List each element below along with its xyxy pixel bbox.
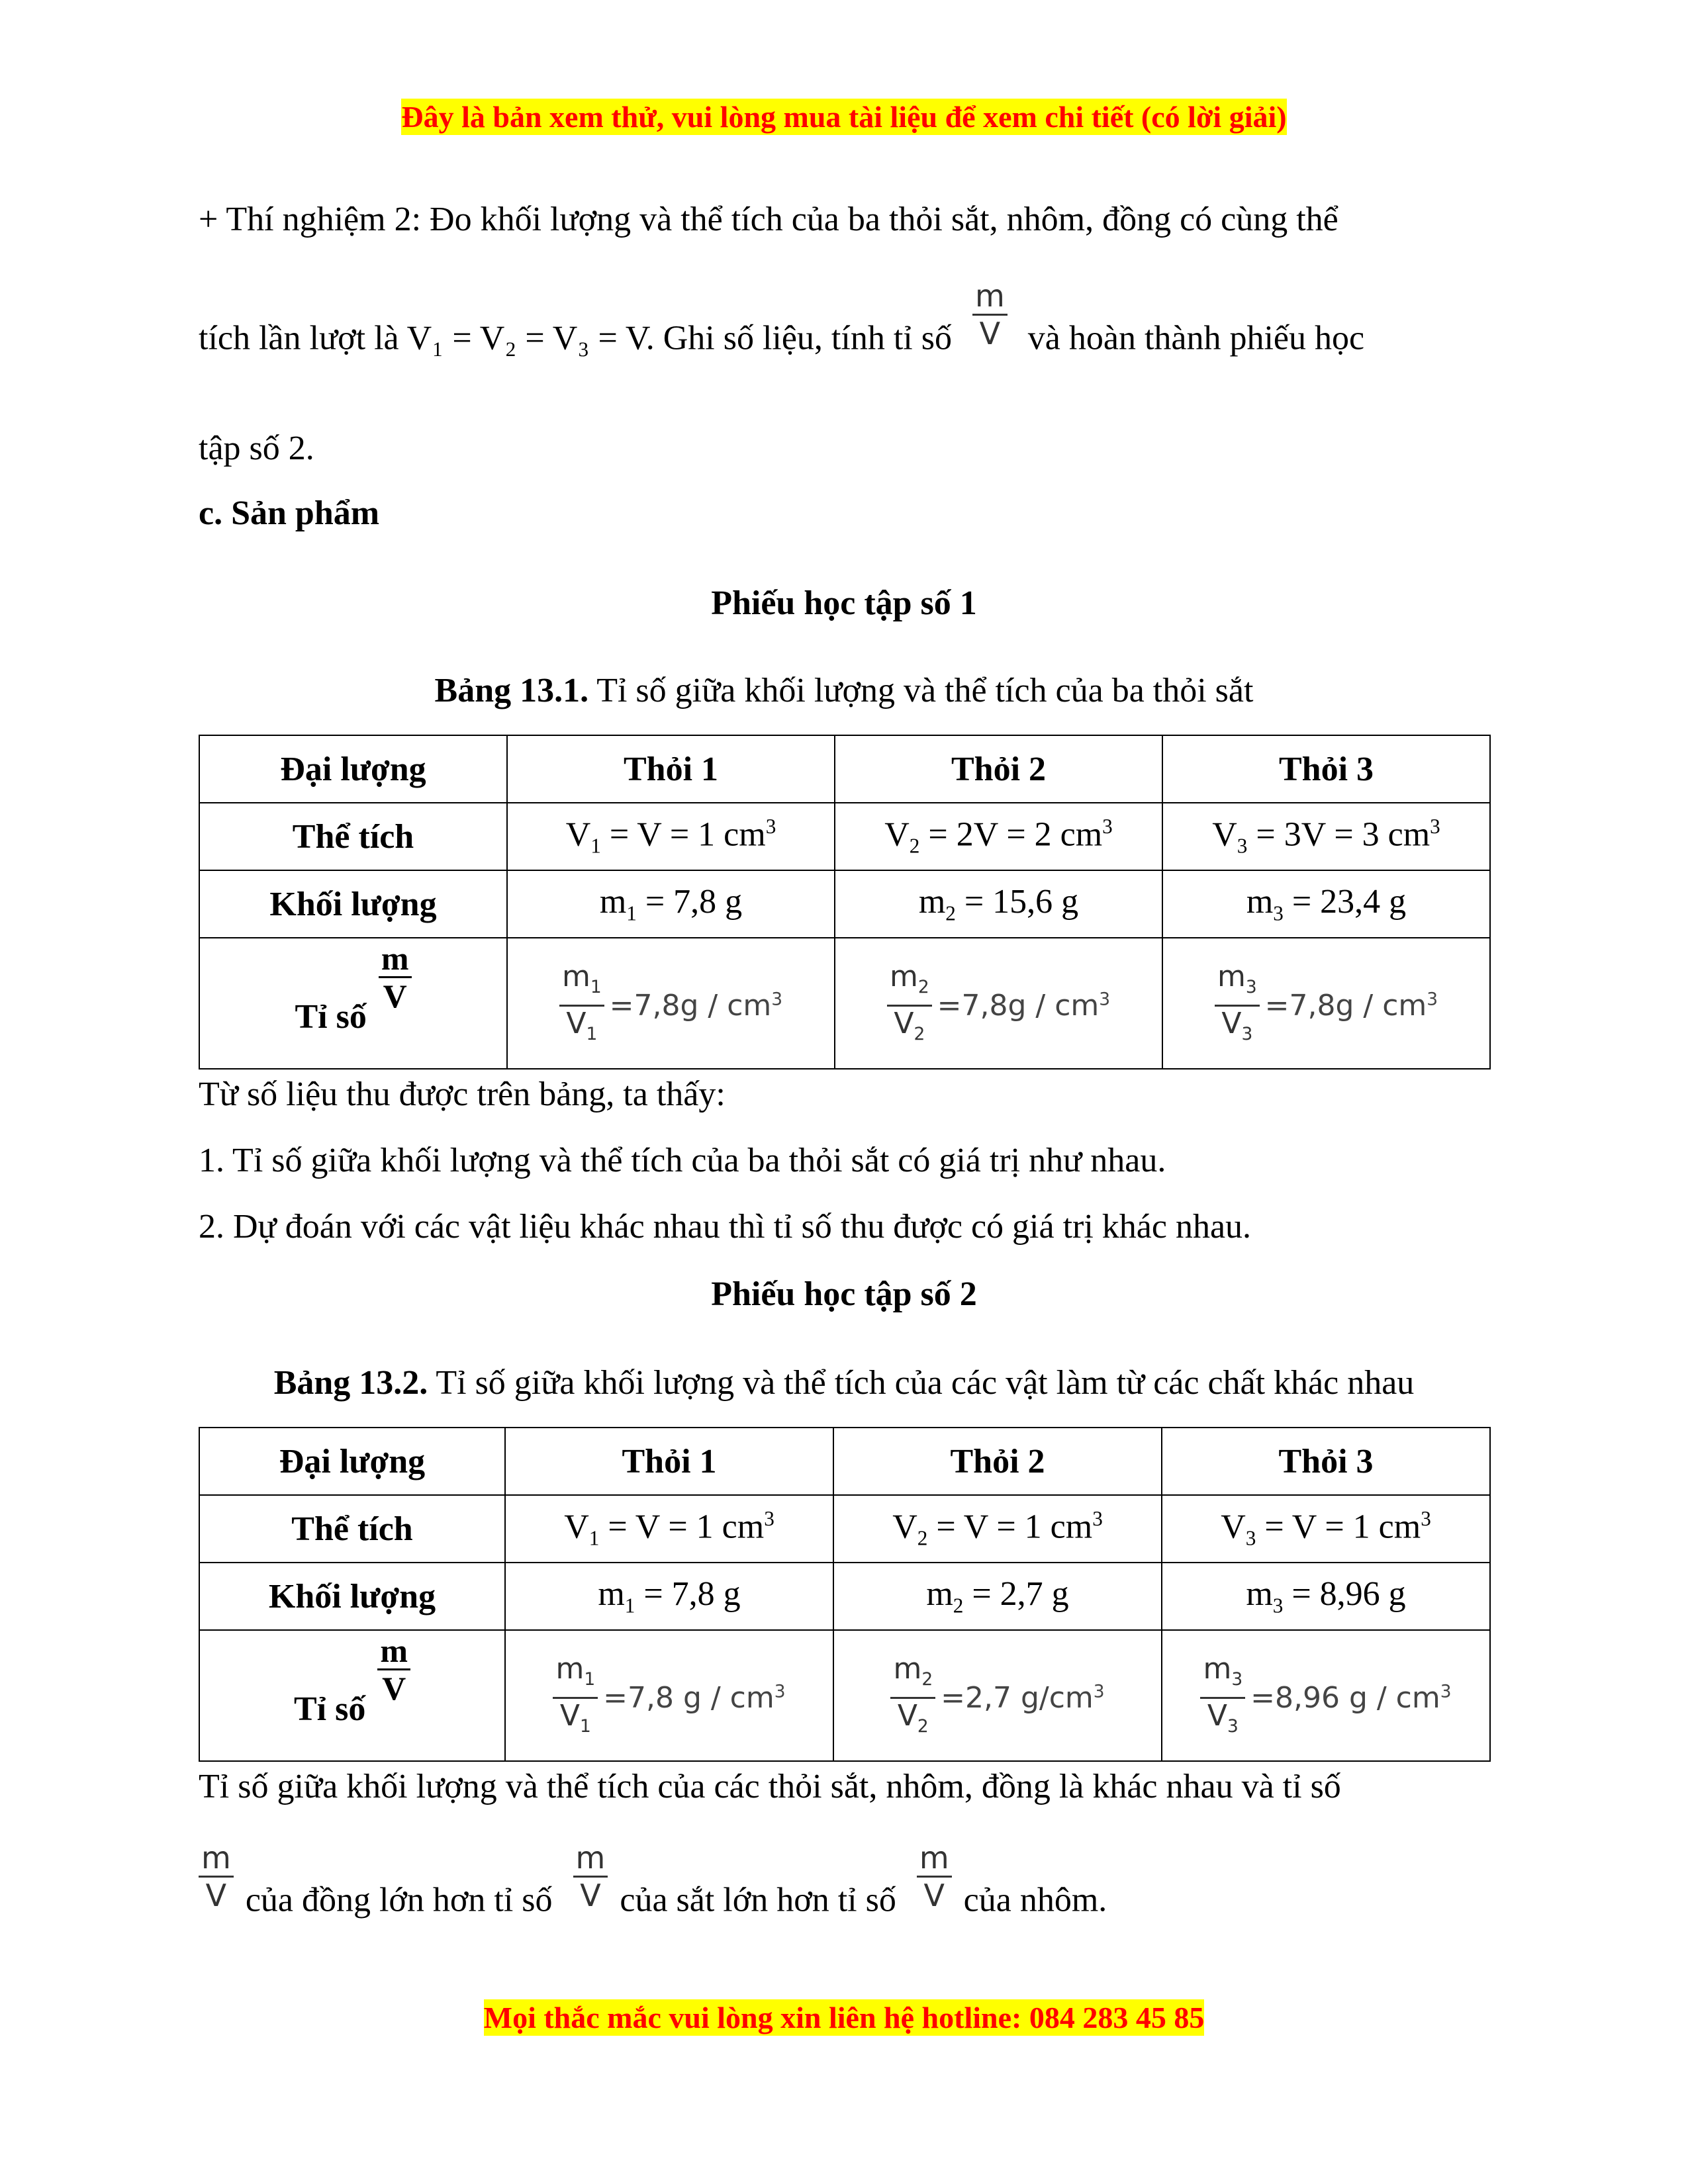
- sheet1-caption: Bảng 13.1. Tỉ số giữa khối lượng và thể tích của ba thỏi sắt: [434, 672, 1254, 709]
- ratio-cell: $\frac{m_2}{V_2}$ $=7,8g / cm^3$: [835, 938, 1162, 1069]
- conclusion-2: 2. Dự đoán với các vật liệu khác nhau thì tỉ số thu được có giá trị khác nhau.: [199, 1208, 1252, 1246]
- sheet2-title: Phiếu học tập số 2: [711, 1275, 977, 1313]
- header-cell: Thỏi 3: [1162, 735, 1490, 803]
- fraction-m-over-v: $\frac{m}{V}$: [972, 278, 1008, 351]
- sheet2-caption: Bảng 13.2. Tỉ số giữa khối lượng và thể tích của các vật làm từ các chất khác nhau: [273, 1364, 1415, 1402]
- header-cell: Thỏi 2: [835, 735, 1162, 803]
- row-label-ratio: Tỉ số $\frac{m}{V}$: [199, 938, 507, 1069]
- volume-cell: $V_3 = 3V = 3$ $cm^3$: [1162, 803, 1490, 870]
- preview-notice: Đây là bản xem thử, vui lòng mua tài liệu để xem chi tiết (có lời giải): [401, 100, 1287, 134]
- ratio-cell: $\frac{m_1}{V_1}$ =7,8 g / $cm^3$: [505, 1630, 833, 1761]
- volume-cell: $V_1 = V = 1$ $cm^3$: [507, 803, 835, 870]
- row-label-mass: Khối lượng: [199, 870, 507, 938]
- conclusion-1: 1. Tỉ số giữa khối lượng và thể tích của ba thỏi sắt có giá trị như nhau.: [199, 1142, 1166, 1179]
- header-cell: Đại lượng: [199, 735, 507, 803]
- fraction-m-over-v: $\frac{m}{V}$: [199, 1840, 234, 1913]
- mass-cell: $m_1 = 7,8$ g: [507, 870, 835, 938]
- hotline-notice: Mọi thắc mắc vui lòng xin liên hệ hotline: 084 283 45 85: [483, 2001, 1205, 2034]
- volume-cell: $V_3 = V = 1$ $cm^3$: [1162, 1495, 1490, 1563]
- mass-cell: $m_2 = 2,7$ g: [833, 1563, 1162, 1630]
- row-label-volume: Thể tích: [199, 1495, 505, 1563]
- header-cell: Đại lượng: [199, 1428, 505, 1495]
- mass-cell: $m_3 = 23,4$ g: [1162, 870, 1490, 938]
- ratio-cell: $\frac{m_2}{V_2}$ =2,7 $g/cm^3$: [833, 1630, 1162, 1761]
- table-row-ratio: [199, 938, 1490, 1069]
- volume-cell: $V_2 = 2V = 2$ $cm^3$: [835, 803, 1162, 870]
- final-line2: $\frac{m}{V}$ của đồng lớn hơn tỉ số $\frac{m}{V}$ của sắt lớn hơn tỉ số $\frac{m}{V}$ của nhôm.: [199, 1866, 1489, 1940]
- header-cell: Thỏi 1: [507, 735, 835, 803]
- volume-cell: $V_2 = V = 1$ $cm^3$: [833, 1495, 1162, 1563]
- header-cell: Thỏi 1: [505, 1428, 833, 1495]
- row-label-volume: Thể tích: [199, 803, 507, 870]
- mass-cell: $m_3 = 8,96$ g: [1162, 1563, 1490, 1630]
- experiment2-line3: tập số 2.: [199, 430, 314, 467]
- table-row-volume: [199, 803, 1490, 870]
- table-row-mass: [199, 1563, 1490, 1630]
- row-label-mass: Khối lượng: [199, 1563, 505, 1630]
- volume-cell: $V_1 = V = 1$ $cm^3$: [505, 1495, 833, 1563]
- ratio-cell: $\frac{m_3}{V_3}$ $=7,8g / cm^3$: [1162, 938, 1490, 1069]
- conclusion-intro: Từ số liệu thu được trên bảng, ta thấy:: [199, 1075, 726, 1113]
- table-13-2: [199, 1427, 1491, 1762]
- ratio-cell: $\frac{m_3}{V_3}$ =8,96 g / $cm^3$: [1162, 1630, 1490, 1761]
- fraction-m-over-v: $\frac{m}{V}$: [377, 1633, 410, 1706]
- header-cell: Thỏi 3: [1162, 1428, 1490, 1495]
- fraction-m-over-v: $\frac{m}{V}$: [573, 1840, 608, 1913]
- mass-cell: $m_1 = 7,8$ g: [505, 1563, 833, 1630]
- experiment2-line2: tích lần lượt là V₁ = V₂ = V₃ = V. Ghi số liệu, tính tỉ số $\frac{m}{V}$ và hoàn thành phiếu học: [199, 278, 1365, 357]
- table-row-mass: [199, 870, 1490, 938]
- final-line1: Tỉ số giữa khối lượng và thể tích của các thỏi sắt, nhôm, đồng là khác nhau và tỉ số: [199, 1768, 1341, 1805]
- table-header-row: [199, 1428, 1490, 1495]
- ratio-cell: $\frac{m_1}{V_1}$ $=7,8g / cm^3$: [507, 938, 835, 1069]
- section-heading: c. Sản phẩm: [199, 494, 380, 532]
- mass-cell: $m_2 = 15,6$ g: [835, 870, 1162, 938]
- table-row-ratio: [199, 1630, 1490, 1761]
- table-row-volume: [199, 1495, 1490, 1563]
- experiment2-line1: + Thí nghiệm 2: Đo khối lượng và thể tích của ba thỏi sắt, nhôm, đồng có cùng thể: [199, 201, 1338, 238]
- fraction-m-over-v: $\frac{m}{V}$: [379, 940, 412, 1014]
- table-13-1: [199, 735, 1491, 1069]
- fraction-m-over-v: $\frac{m}{V}$: [917, 1840, 952, 1913]
- table-header-row: [199, 735, 1490, 803]
- row-label-ratio: Tỉ số $\frac{m}{V}$: [199, 1630, 505, 1761]
- header-cell: Thỏi 2: [833, 1428, 1162, 1495]
- sheet1-title: Phiếu học tập số 1: [711, 584, 977, 622]
